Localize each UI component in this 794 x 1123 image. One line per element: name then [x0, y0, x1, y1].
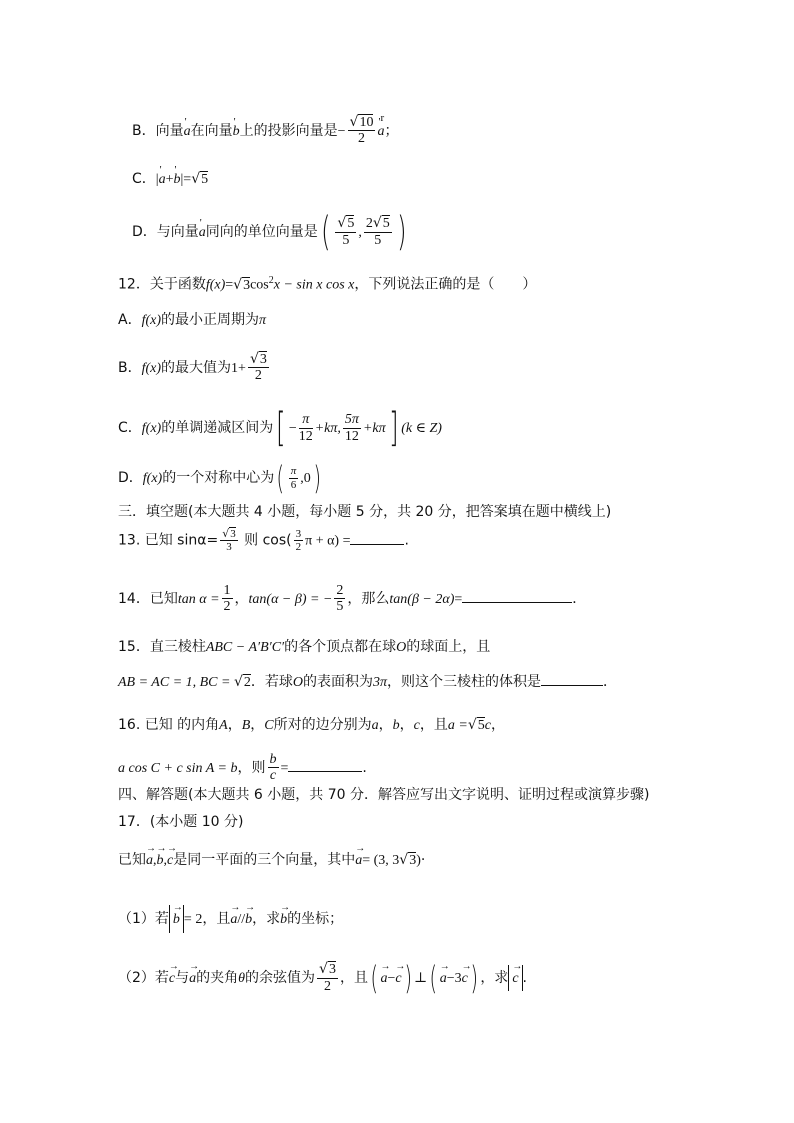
q16-line1: 16. 已知 的内角A，B，C所对的边分别为a，b，c，且a =√5c， — [118, 717, 505, 733]
q11-option-b: B．向量' a在向量' b上的投影向量是− $\frac{√10}{2}$ ' r a； — [132, 115, 398, 147]
vector-b: ' b — [233, 125, 240, 139]
vector-a: ' a — [184, 125, 191, 139]
q12-stem: 12．关于函数$f(x)=√3\cos^2x - \sin x$ cos x，下列说法正确的是（ ） — [118, 275, 537, 293]
q13: 13. 已知 sinα= $\frac{√3}{3}$ 则 cos( $\frac{3}{2}$ π + α) = . — [118, 527, 409, 554]
answer-blank[interactable] — [350, 544, 404, 545]
q17-head: 17．(本小题 10 分) — [118, 814, 244, 830]
answer-blank[interactable] — [541, 685, 603, 686]
q12-option-a: A．f(x)的最小正周期为π — [118, 312, 267, 328]
q11-option-c: C．|' a+' b|=√5 — [132, 172, 208, 187]
answer-blank[interactable] — [288, 771, 362, 772]
vector-a: ' r a — [377, 125, 384, 139]
answer-blank[interactable] — [462, 602, 572, 603]
section-fill-blank-title: 三．填空题(本大题共 4 小题，每小题 5 分，共 20 分，把答案填在题中横线上) — [118, 504, 612, 520]
q17-part1: （1）若→ b = 2，且→ a//→ b，求→ b的坐标； — [118, 905, 343, 933]
q17-part2: （2）若→ c与→ a的夹角θ的余弦值为 $\frac{√3}{2}$ ，且(→ a−→ c) ⊥(→ a−3→ c) ，求→ c . — [118, 962, 527, 994]
section-solve-title: 四、解答题(本大题共 6 小题，共 70 分．解答应写出文字说明、证明过程或演算步骤) — [118, 787, 650, 803]
q12-option-c: C．f(x)的单调递减区间为[ − $\frac{\pi}{12}$ +kπ, $\frac{5\pi}{12}$ +kπ] (k ∈ Z) — [118, 405, 442, 451]
q16-line2: a cos C + c sin A = b，则 $\frac{b}{c}$ = . — [118, 752, 367, 784]
q17-stem: 已知→ a,→ b,→ c是同一平面的三个向量，其中→ a= (3, 3√3)· — [118, 853, 425, 868]
q14: 14．已知tan α = $\frac{1}{2}$ ，tan(α − β) = − $\frac{2}{5}$ ，那么tan(β − 2α)= ． — [118, 583, 587, 615]
fraction: $\frac{√10}{2}$ — [349, 114, 374, 147]
q15-line1: 15．直三棱柱ABC − A′B′C′的各个顶点都在球O的球面上，且 — [118, 639, 491, 655]
q11-option-d: D．与向量' a同向的单位向量是( $\frac{√5}{5}$ , $\frac{2√5}{5}$ ) — [132, 212, 409, 252]
q12-option-d: D．f(x)的一个对称中心为( $\frac{\pi}{6}$ ,0) — [118, 459, 321, 497]
q12-option-b: B．f(x)的最大值为1+ $\frac{√3}{2}$ — [118, 351, 267, 384]
q15-line2: AB = AC = 1, BC = √2．若球O的表面积为3π，则这个三棱柱的体积是 ． — [118, 674, 618, 690]
